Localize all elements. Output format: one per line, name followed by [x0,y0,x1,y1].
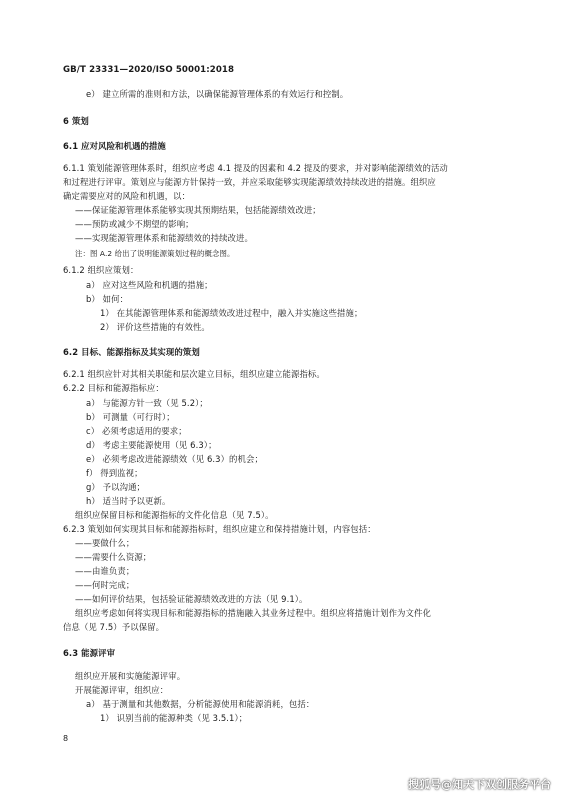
dash-item: ——需要什么资源； [75,552,152,562]
dash-item: ——实现能源管理体系和能源绩效的持续改进。 [75,233,253,243]
note: 注：图 A.2 给出了说明能源策划过程的概念图。 [75,249,235,258]
page-number: 8 [63,734,69,743]
paragraph-line-1: 组织应考虑如何将实现目标和能源指标的措施融入其业务过程中。组织应将措施计划作为文件化 [75,608,431,618]
list-item-c: c） 必须考虑适用的要求； [86,426,187,436]
list-item-a: a） 应对这些风险和机遇的措施； [86,280,213,290]
dash-item: ——由谁负责； [75,566,135,576]
clause-6-2-2: 6.2.2 目标和能源指标应： [63,383,164,393]
section-heading-6-2: 6.2 目标、能源指标及其实现的策划 [63,347,200,357]
watermark: 搜狐号@知天下双创服务平台 [408,778,551,791]
list-item-b: b） 可测量（可行时）； [86,412,175,422]
section-heading-6-3: 6.3 能源评审 [63,648,116,658]
clause-6-2-3: 6.2.3 策划如何实现其目标和能源指标时，组织应建立和保持措施计划，内容包括： [63,524,376,534]
dash-item: ——如何评价结果，包括验证能源绩效改进的方法（见 9.1）。 [75,594,308,604]
sub-item-2: 2） 评价这些措施的有效性。 [100,322,210,332]
clause-6-2-1: 6.2.1 组织应针对其相关职能和层次建立目标，组织应建立能源指标。 [63,369,325,379]
dash-item: ——何时完成； [75,580,135,590]
section-heading-6: 6 策划 [63,116,89,126]
dash-item: ——要做什么； [75,538,135,548]
list-item-a: a） 基于测量和其他数据，分析能源使用和能源消耗，包括： [86,699,315,709]
dash-item: ——预防或减少不期望的影响； [75,219,194,229]
sub-item-1: 1） 在其能源管理体系和能源绩效改进过程中，融入并实施这些措施； [100,308,363,318]
list-item-a: a） 与能源方针一致（见 5.2）； [86,398,208,408]
list-item-e: e） 建立所需的准则和方法，以确保能源管理体系的有效运行和控制。 [86,89,349,99]
list-item-e: e） 必须考虑改进能源绩效（见 6.3）的机会； [86,454,263,464]
paragraph-line-2: 信息（见 7.5）予以保留。 [63,622,165,632]
sub-item-1: 1） 识别当前的能源种类（见 3.5.1）； [100,713,248,723]
section-heading-6-1: 6.1 应对风险和机遇的措施 [63,141,166,151]
paragraph: 开展能源评审，组织应： [75,685,169,695]
paragraph: 组织应保留目标和能源指标的文件化信息（见 7.5）。 [75,510,274,520]
list-item-b: b） 如何： [86,294,129,304]
dash-item: ——保证能源管理体系能够实现其预期结果，包括能源绩效改进； [75,205,321,215]
list-item-h: h） 适当时予以更新。 [86,496,171,506]
paragraph-6-1-1-line-3: 确定需要应对的风险和机遇，以： [63,191,191,201]
list-item-d: d） 考虑主要能源使用（见 6.3）； [86,440,217,450]
paragraph-6-1-1-line-2: 和过程进行评审。策划应与能源方针保持一致，并应采取能够实现能源绩效持续改进的措施。组织应 [63,177,436,187]
paragraph: 组织应开展和实施能源评审。 [75,671,186,681]
list-item-g: g） 予以沟通； [86,482,146,492]
clause-6-1-2: 6.1.2 组织应策划： [63,265,139,275]
paragraph-6-1-1-line-1: 6.1.1 策划能源管理体系时，组织应考虑 4.1 提及的因素和 4.2 提及的要求，并对影响能源绩效的活动 [63,163,448,173]
list-item-f: f） 得到监视； [86,468,143,478]
document-header: GB/T 23331—2020/ISO 50001:2018 [63,65,235,75]
